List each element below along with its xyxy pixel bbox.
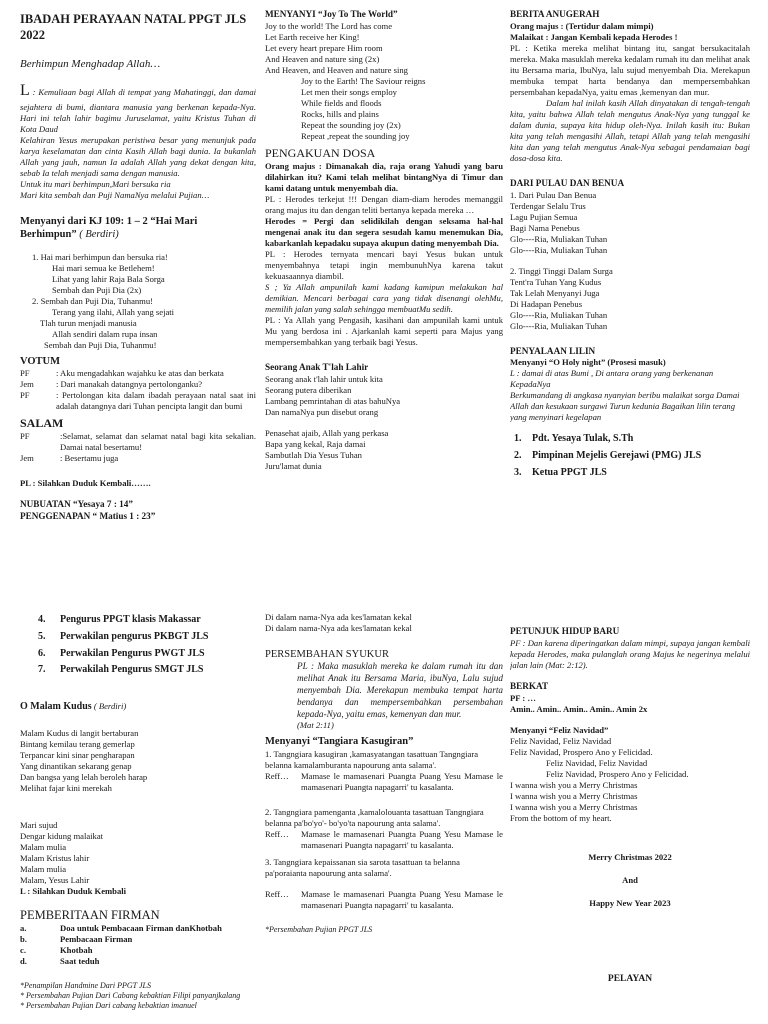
firman-list: a. Doa untuk Pembacaan Firman danKhotbah b. Pembacaan Firman c. Khotbah d. Saat teduh — [20, 922, 222, 966]
intro-paragraph-2: Kelahiran Yesus merupakan peristiwa besar yang menunjuk pada karya keselamatan dan cinta Kasih Allah bagi dunia. Ia bukanlah Allah yang jauh, namun Ia adalah Allah yang dekat dengan kita, sebab Ia telah menjadi sama dengan manusia. — [20, 134, 256, 178]
berita-paragraph-2: Dalam hal inilah kasih Allah dinyatakan di tengah-tengah kita, yaitu bahwa Allah telah mengutus Anak-Nya yang tunggal ke dalam dunia, supaya kita hidup oleh-Nya. Inilah kasih itu: Bukan kita yang telah mengasihi Allah, tetapi Allah yang telah mengasihi kita dan yang telah mengutus Anak-Nya sebagai pendamaian bagi dosa-dosa kita. — [510, 97, 750, 163]
feliz-navidad-lyrics: Feliz Navidad, Feliz Navidad Feliz Navidad, Prospero Ano y Felicidad. Feliz Navidad, Feliz Navidad Feliz Navidad, Prospero Ano y Felicidad. I wanna wish you a Merry Christmas I wanna wish you a Merry Christmas I wanna wish you a Merry Christmas From the bottom of my heart. — [510, 735, 689, 823]
kj109-verse-2: 2. Sembah dan Puji Dia, Tuhanmu! Terang yang ilahi, Allah yang sejati Tlah turun menjadi manusia Allah sendiri dalam rupa insan Sembah dan Puji Dia, Tuhanmu! — [32, 295, 175, 350]
column-3-bottom — [510, 612, 750, 1024]
votum-list: PF : Aku mengadahkan wajahku ke atas dan berkata Jem : Dari manakah datangnya pertolonganku? PF : Pertolongan kita dalam ibadah perayaan natal saat ini adalah datangnya dari Tuhan pencipta langit dan bumi — [20, 368, 256, 412]
bottom-band — [0, 612, 768, 1024]
penyalaan-lilin-heading: PENYALAAN LILIN — [510, 345, 596, 356]
petunjuk-text: PF : Dan karena diperingatkan dalam mimpi, supaya jangan kembali kepada Herodes, maka pulanglah orang Majus ke negerinya melalui jalan lain (Mat: 2:12). — [510, 637, 750, 670]
joy-to-the-world-lyrics: Joy to the world! The Lord has come Let Earth receive her King! Let every heart prepare Him room And Heaven and nature sing (2x) And Heaven, and Heaven and nature sing Joy to the Earth! The Saviour reigns Let men their songs employ While fields and floods Rocks, hills and plains Repeat the sounding joy (2x) Repeat ,repeat the sounding joy — [265, 20, 426, 141]
petunjuk-hidup-baru-heading: PETUNJUK HIDUP BARU — [510, 626, 620, 636]
persembahan-syukur-text: PL : Maka masuklah mereka ke dalam rumah itu dan melihat Anak itu Bersama Maria, ibuNya, Lalu sujud menyembah Dia. Merekapun membuka tempat harta bendanya dan mempersembahkan persembahan kepada-Nya, yaitu emas, kemenyan dan mur. — [297, 661, 503, 719]
seorang-anak-lyrics-1: Seorang anak t'lah lahir untuk kita Seorang putera diberikan Lambang pemrintahan di atas bahuNya Dan namaNya pun disebut orang — [265, 373, 401, 417]
berkat-pf: PF : … — [510, 692, 536, 703]
orang-majus-line: Orang majus : (Tertidur dalam mimpi) — [510, 20, 654, 31]
booklet-title: IBADAH PERAYAAN NATAL PPGT JLS 2022 — [20, 12, 247, 42]
berkat-heading: BERKAT — [510, 680, 549, 691]
berhimpun-heading: Berhimpun Menghadap Allah… — [20, 58, 161, 71]
lilin-liturgy-1: L : damai di atas Bumi , Di antara orang yang berkenanan KepadaNya — [510, 368, 714, 390]
penggenapan-heading: PENGGENAPAN “ Matius 1 : 23” — [20, 511, 156, 522]
amin-line: Amin.. Amin.. Amin.. Amin.. Amin 2x — [510, 703, 648, 714]
pengakuan-herodes-perintah: Herodes = Pergi dan selidikilah dengan seksama hal-hal mengenai anak itu dan segera sesudah kamu menemukan Dia, kabarkanlah kepadaku supaya akupun dating menyembah Dia. — [265, 216, 503, 249]
pengakuan-jemaat: S ; Ya Allah ampunilah kami kadang kamipun melakukan hal demikian. Mencari berbagai cara yang tidak disenangi olehMu, memilih jalan yang salah sehingga membuatMu sedih. — [265, 282, 503, 315]
top-band — [0, 6, 768, 606]
procession-list-2: 4. Pengurus PPGT klasis Makassar 5. Perwakilan pengurus PKBGT JLS 6. Perwakilan Pengurus PWGT JLS 7. Perwakilah Pengurus SMGT JLS — [38, 614, 209, 676]
lilin-liturgy-2: Berkumandang di angkasa nyanyian beribu malaikat sorga Damai Allah dan kesukaan surgawi Turun kedunia Bagaikan lilin terang yang menyinari kegelapan — [510, 390, 740, 423]
seorang-anak-heading: Seorang Anak T'lah Lahir — [265, 362, 369, 373]
pengakuan-herodes-terkejut: PL : Herodes terkejut !!! Dengan diam-diam herodes memanggil orang majus itu dan dengan teliti bertanya kepada mereka … — [265, 194, 503, 216]
o-malam-kudus-heading: O Malam Kudus ( Berdiri) — [20, 701, 127, 713]
votum-heading: VOTUM — [20, 355, 61, 367]
seorang-anak-lyrics-2: Penasehat ajaib, Allah yang perkasa Bapa yang kekal, Raja damai Sambutlah Dia Yesus Tuhan Juru'lamat dunia — [265, 427, 389, 471]
tangiara-verse-3: 3. Tangngiara kepaissanan sia sarota tasattuan ta belanna pa'poraianta napourung anta salama'. — [265, 856, 460, 878]
column-2-bottom — [265, 612, 503, 1024]
malaikat-line: Malaikat : Jangan Kembali kepada Herodes ! — [510, 31, 678, 42]
nama-nya-line-2: Di dalam nama-Nya ada kes'lamatan kekal — [265, 623, 412, 633]
column-1-top — [20, 6, 256, 606]
intro-paragraph-1: L : Kemuliaan bagi Allah di tempat yang Mahatinggi, dan damai sejahtera di bumi, diantara manusia yang berkenan kepada-Nya. Hari ini telah lahir bagimu Juruselamat, yaitu Kristus Tuhan di Kota Daud — [20, 82, 256, 134]
procession-list-1: 1. Pdt. Yesaya Tulak, S.Th 2. Pimpinan Mejelis Gerejawi (PMG) JLS 3. Ketua PPGT JLS — [514, 433, 702, 478]
column-3-top — [510, 6, 750, 606]
salam-heading: SALAM — [20, 416, 64, 431]
kj109-heading: Menyanyi dari KJ 109: 1 – 2 “Hai Mari Berhimpun” ( Berdiri) — [20, 215, 198, 241]
pemberitaan-firman-heading: PEMBERITAAN FIRMAN — [20, 907, 160, 922]
merry-christmas-line: Merry Christmas 2022 — [588, 851, 672, 862]
persembahan-ppgt-note: *Persembahan Pujian PPGT JLS — [265, 924, 373, 934]
pengakuan-dosa-heading: PENGAKUAN DOSA — [265, 145, 376, 160]
dropcap-letter: L — [20, 82, 30, 100]
pelayan-heading: PELAYAN — [607, 973, 653, 984]
pengakuan-majus: Orang majus : Dimanakah dia, raja orang Yahudi yang baru dilahirkan itu? Kami telah melihat bintangNya di Timur dan kami datang untuk menyembah dia. — [265, 161, 503, 194]
penampilan-note: *Penampilan Handmine Dari PPGT JLS — [20, 980, 151, 990]
tangiara-heading: Menyanyi “Tangiara Kasugiran” — [265, 736, 414, 748]
nubuatan-heading: NUBUATAN “Yesaya 7 : 14” — [20, 499, 133, 510]
o-malam-kudus-verse-2: Mari sujud Dengar kidung malaikat Malam mulia Malam Kristus lahir Malam mulia Malam, Yesus Lahir — [20, 819, 104, 885]
happy-new-year-line: Happy New Year 2023 — [589, 897, 671, 908]
kj109-verse-1: 1. Hai mari berhimpun dan bersuka ria! Hai mari semua ke Betlehem! Lihat yang lahir Raja Bala Sorga Sembah dan Puji Dia (2x) — [32, 251, 168, 295]
column-2-top — [265, 6, 503, 606]
salam-list: PF :Selamat, selamat dan selamat natal bagi kita sekalian. Damai natal besertamu! Jem : Besertamu juga — [20, 431, 256, 464]
pengakuan-doa: PL : Ya Allah yang Pengasih, kasihani dan ampunilah kami untuk Mu yang berdosa ini . Ajarkanlah kami seperti para Majus yang mempersembahkan yang terbaik bagi Yesus. — [265, 315, 503, 348]
persembahan-syukur-heading: PERSEMBAHAN SYUKUR — [265, 649, 389, 660]
intro-line-3: Untuk itu mari berhimpun,Mari bersuka ria — [20, 178, 171, 189]
tangiara-reff-1: Reff… Mamase le mamasenari Puangta Puang Yesu Mamase le mamasenari Puangta napagarri' tu kasalanta. — [265, 770, 503, 792]
silahkan-duduk-line: L : Silahkan Duduk Kembali — [20, 885, 127, 896]
persembahan-syukur-ref: (Mat 2:11) — [297, 720, 334, 731]
persembahan-filipi-note: * Persembahan Pujian Dari Cabang kebaktian Filipi panyanjkalang — [20, 991, 241, 1001]
persembahan-imanuel-note: * Persembahan Pujian Dari cabang kebaktian imanuel — [20, 1001, 197, 1011]
dari-pulau-verse-1: 1. Dari Pulau Dan Benua Terdengar Selalu Trus Lagu Pujian Semua Bagi Nama Penebus Glo----Ria, Muliakan Tuhan Glo----Ria, Muliakan Tuhan — [510, 189, 608, 255]
o-malam-kudus-verse-1: Malam Kudus di langit bertaburan Bintang kemilau terang gemerlap Terpancar kini sinar pengharapan Yang dinantikan sekarang genap Dan bangsa yang lelah beroleh harap Melihat fajar kini merekah — [20, 727, 148, 793]
dari-pulau-verse-2: 2. Tinggi Tinggi Dalam Surga Tent'ra Tuhan Yang Kudus Tak Lelah Menyanyi Juga Di Hadapan Penebus Glo----Ria, Muliakan Tuhan Glo----Ria, Muliakan Tuhan — [510, 265, 613, 331]
feliz-navidad-heading: Menyanyi “Feliz Navidad” — [510, 724, 609, 735]
berita-anugerah-heading: BERITA ANUGERAH — [510, 9, 600, 19]
o-holy-night-heading: Menyanyi “O Holy night” (Prosesi masuk) — [510, 357, 666, 368]
tangiara-reff-2: Reff… Mamase le mamasenari Puangta Puang Yesu Mamase le mamasenari Puangta napagarri' tu kasalanta. — [265, 828, 503, 850]
column-1-bottom — [20, 612, 256, 1024]
tangiara-reff-3: Reff… Mamase le mamasenari Puangta Puang Yesu Mamase le mamasenari Puangta napagarri' tu kasalanta. — [265, 888, 503, 910]
pengakuan-herodes-mencari: PL : Herodes ternyata mencari bayi Yesus bukan untuk menyembahnya tetapi ingin membunuhNya karena takut kekuasaannya diambil. — [265, 249, 503, 282]
intro-line-4: Mari kita sembah dan Puji NamaNya melalui Pujian… — [20, 189, 210, 200]
berita-paragraph-1: PL : Ketika mereka melihat bintang itu, sangat bersukacitalah mereka. Maka masuklah mereka kedalam rumah itu dan melihat anak itu Bersama maria, IbuNya, lalu sujud menyembah Dia. Merekapun membuka tempat harta bendanya dan mempersembahkan persembahan kepadaNya, yaitu emas ,kemenyan dan mur. — [510, 42, 750, 97]
pl-silahkan-duduk: PL : Silahkan Duduk Kembali……. — [20, 478, 151, 489]
nama-nya-line-1: Di dalam nama-Nya ada kes'lamatan kekal — [265, 612, 412, 622]
and-line: And — [622, 874, 638, 885]
tangiara-verse-2: 2. Tangngiara pamenganta ,kamalolouanta tasattuan Tangngiara belanna pa'bo'yo'- bo'yo'ta napourung anta salama'. — [265, 806, 484, 828]
dari-pulau-heading: DARI PULAU DAN BENUA — [510, 177, 625, 188]
joy-to-the-world-heading: MENYANYI “Joy To The World” — [265, 9, 398, 19]
tangiara-verse-1: 1. Tangngiara kasugiran ,kamasyatangan tasattuan Tangngiara belanna kamalamburanta napourung anta salama'. — [265, 748, 479, 770]
